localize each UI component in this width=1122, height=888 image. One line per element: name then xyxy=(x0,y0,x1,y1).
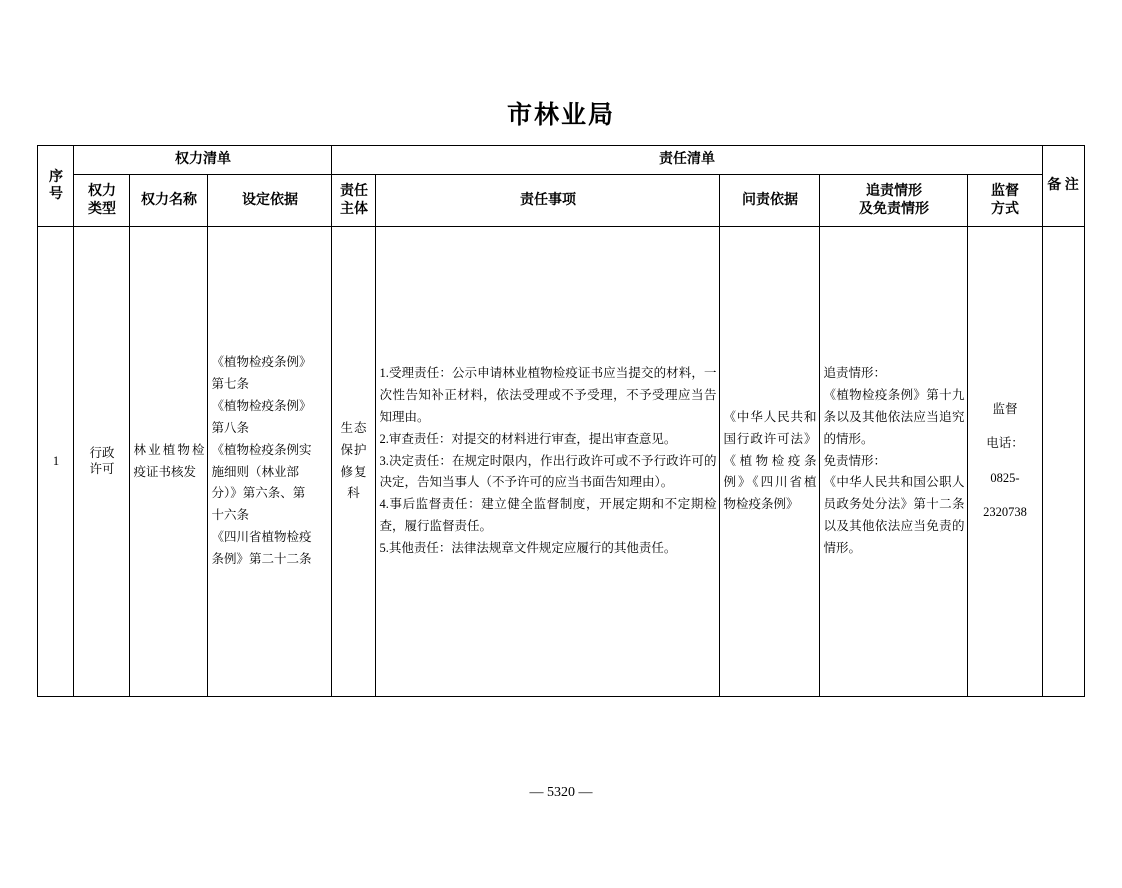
header-setting-basis: 设定依据 xyxy=(208,175,332,227)
pursue-line: 《中华人民共和国公职人员政务处分法》第十二条以及其他依法应当免责的情形。 xyxy=(823,475,965,556)
header-duty-subject xyxy=(332,175,376,227)
page-title: 市林业局 xyxy=(506,102,615,129)
power-and-duty-table xyxy=(37,145,1084,697)
header-supervision-mode xyxy=(968,175,1042,227)
duty-item: 4.事后监督责任：建立健全监督制度，开展定期和不定期检查，履行监督责任。 xyxy=(379,497,717,534)
header-index-line1: 序 号 xyxy=(48,169,63,202)
supervision-line: 电话： xyxy=(986,436,1024,451)
header-power-type-line1: 权力 xyxy=(87,184,116,199)
cell-setting-basis xyxy=(208,227,332,697)
cell-index: 1 xyxy=(38,227,74,697)
setting-basis-line: 第七条 xyxy=(211,377,249,391)
header-remark-line1: 备 注 xyxy=(1047,178,1079,194)
header-power-type-line2: 类型 xyxy=(87,201,116,217)
header-supervision-line1: 监督 xyxy=(991,184,1019,199)
header-accountability-basis: 问责依据 xyxy=(720,175,820,227)
header-supervision-line2: 方式 xyxy=(991,201,1019,217)
header-power-name: 权力名称 xyxy=(130,175,208,227)
supervision-line: 监督 xyxy=(992,402,1018,416)
cell-remark xyxy=(1042,227,1084,697)
duty-item: 1.受理责任：公示申请林业植物检疫证书应当提交的材料，一次性告知补正材料，依法受理或不予受理，不予受理应当告知理由。 xyxy=(379,366,717,424)
setting-basis-line: 施细则（林业部 xyxy=(211,464,299,479)
header-duty-items: 责任事项 xyxy=(376,175,720,227)
setting-basis-line: 《植物检疫条例》 xyxy=(211,355,312,370)
duty-item: 3.决定责任：在规定时限内，作出行政许可或不予行政许可的决定，告知当事人（不予许可的应当书面告知理由）。 xyxy=(379,453,717,490)
header-power-type xyxy=(74,175,130,227)
setting-basis-line: 分）》第六条、第 xyxy=(211,486,306,501)
cell-duty-items xyxy=(376,227,720,697)
table-row xyxy=(38,227,1084,697)
cell-duty-subject: 生态保护修复科 xyxy=(332,227,376,697)
setting-basis-line: 《植物检疫条例》 xyxy=(211,398,312,413)
cell-pursue-and-exempt xyxy=(820,227,968,697)
pursue-line: 《植物检疫条例》第十九条以及其他依法应当追究的情形。 xyxy=(823,387,965,446)
header-remark xyxy=(1042,146,1084,227)
supervision-line: 2320738 xyxy=(983,505,1027,520)
pursue-line: 追责情形： xyxy=(823,366,886,381)
duty-item: 5.其他责任：法律法规章文件规定应履行的其他责任。 xyxy=(379,541,677,556)
header-pursue-line2: 及免责情形 xyxy=(858,201,929,217)
cell-supervision-mode xyxy=(968,227,1042,697)
header-duty-list: 责任清单 xyxy=(332,146,1042,175)
setting-basis-line: 十六条 xyxy=(211,508,249,523)
cell-accountability-basis: 《中华人民共和国行政许可法》《植物检疫条例》《四川省植物检疫条例》 xyxy=(720,227,820,697)
page-number: — 5320 — xyxy=(529,785,593,800)
cell-power-name: 林业植物检疫证书核发 xyxy=(130,227,208,697)
header-pursue-line1: 追责情形 xyxy=(865,184,922,199)
duty-item: 2.审查责任：对提交的材料进行审查，提出审查意见。 xyxy=(379,431,677,446)
cell-power-type-line1: 行政 xyxy=(89,445,115,460)
setting-basis-line: 条例》第二十二条 xyxy=(211,552,312,566)
cell-power-type xyxy=(74,227,130,697)
setting-basis-line: 第八条 xyxy=(211,420,249,435)
document-page xyxy=(0,95,1122,888)
setting-basis-line: 《植物检疫条例实 xyxy=(211,442,312,457)
pursue-line: 免责情形： xyxy=(823,453,886,468)
cell-power-type-line2: 许可 xyxy=(89,461,115,476)
table-header-row-top xyxy=(38,146,1084,175)
header-index xyxy=(38,146,74,227)
setting-basis-line: 《四川省植物检疫 xyxy=(211,530,312,545)
header-duty-subject-line1: 责任 xyxy=(339,184,368,199)
header-power-list: 权力清单 xyxy=(74,146,332,175)
header-pursue-and-exempt xyxy=(820,175,968,227)
header-duty-subject-line2: 主体 xyxy=(339,201,368,217)
table-header-row-bottom xyxy=(38,175,1084,227)
supervision-line: 0825- xyxy=(990,470,1020,485)
